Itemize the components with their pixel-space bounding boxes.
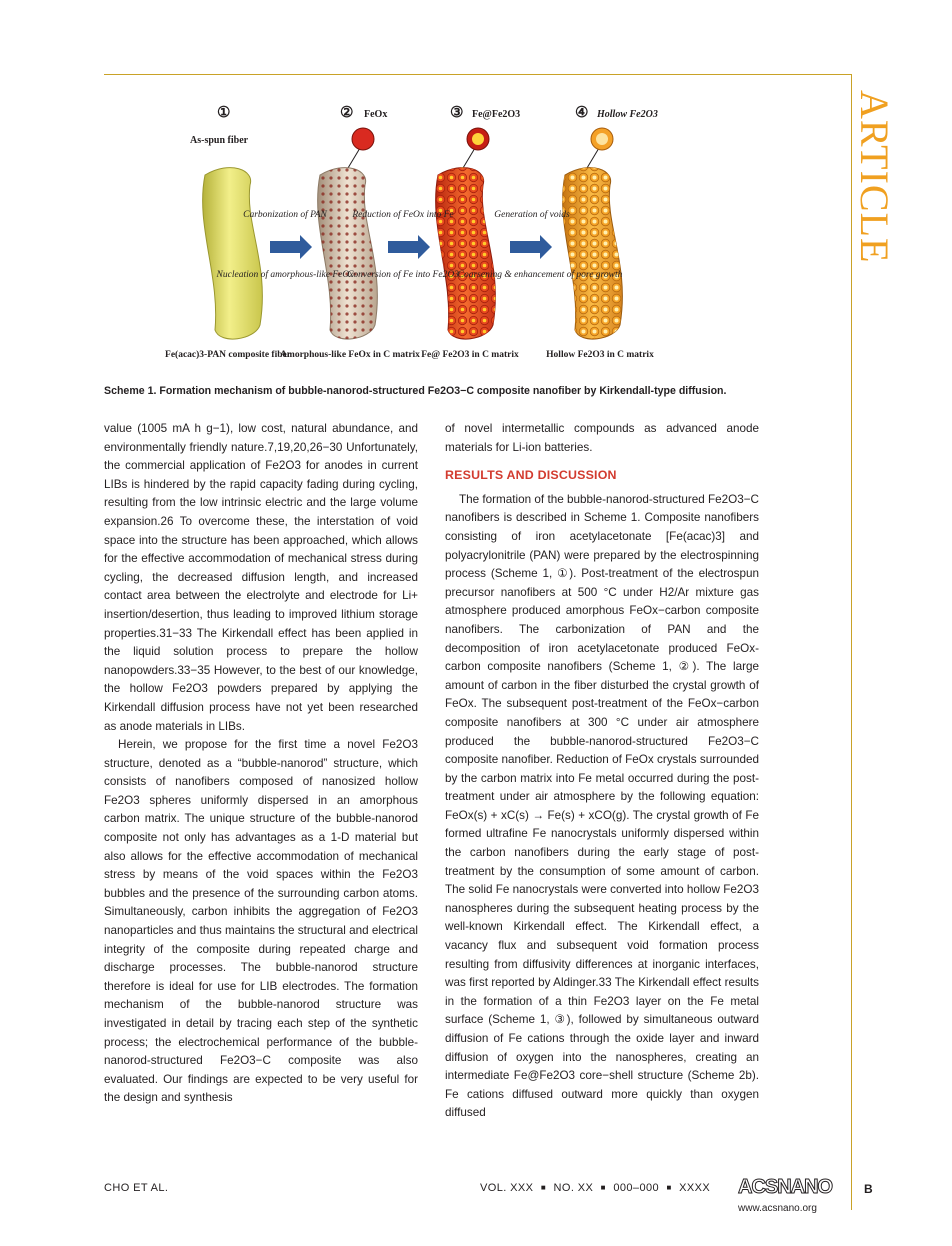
left-paragraph-1: value (1005 mA h g−1), low cost, natural abundance, and environmentally friendly nature.7,19,20,26−30 Unfortunately, the commercial application of Fe2O3 for anodes in current LIBs is hindered by the rapid capacity fading during cycling, resulting from the low intrinsic electric and the large volume expansion.26 To overcome these, the interstation of void space into the structure has been approached, which allows for the effective accommodation of mechanical stress during cycling, the decreased diffusion length, and increased contact area between the electrolyte and electrode for Li+ insertion/desertion, thus leading to improved lithium storage properties.31−33 The Kirkendall effect has been applied in the liquid solution process to prepare the hollow nanopowders.33−35 However, to the best of our knowledge, the hollow Fe2O3 powders prepared by applying the Kirkendall diffusion process have not yet been researched as anode materials in LIBs. (104, 422, 418, 733)
step-title-4: Hollow Fe2O3 (597, 109, 658, 120)
label-3: Fe@ Fe2O3 in C matrix (421, 350, 519, 360)
arrow-top-3: Generation of voids (494, 210, 570, 220)
top-rule (104, 74, 852, 75)
arrow-step-2-3 (388, 235, 430, 259)
label-4: Hollow Fe2O3 in C matrix (546, 350, 654, 360)
left-column (104, 420, 418, 1108)
fe-core-icon (472, 133, 484, 145)
step-title-1: As-spun fiber (190, 135, 249, 146)
arrow-step-3-4 (510, 235, 552, 259)
hollow-particles (563, 168, 623, 339)
void-icon (596, 133, 608, 145)
footer-authors: CHO ET AL. (104, 1182, 169, 1194)
fe-particles (436, 168, 496, 339)
arrow-top-1: Carbonization of PAN (243, 210, 327, 220)
footer-journal (480, 1182, 710, 1194)
right-paragraph-2: The formation of the bubble-nanorod-structured Fe2O3−C nanofibers is described in Scheme 1. Composite nanofibers consisting of iron acetylacetonate [Fe(acac)3] and polyacrylonitrile (PAN) were prepared by the electrospinning process (Scheme 1, ①). Post-treatment of the electrospun precursor nanofibers at 500 °C under H2/Ar mixture gas atmosphere produced amorphous FeOx−carbon composite nanofibers. The carbonization of PAN and the decomposition of iron acetylacetonate produced FeOx-carbon composite nanofibers (Scheme 1, ②). The large amount of carbon in the fiber disturbed the crystal growth of FeOx. The subsequent post-treatment of the FeOx−carbon composite nanofibers at 300 °C under air atmosphere produced the bubble-nanorod-structured Fe2O3−C composite nanofiber. Reduction of FeOx crystals surrounded by the carbon matrix into Fe metal occurred during the post-treatment under air atmosphere by the following equation: FeOx(s) + xC(s) → Fe(s) + xCO(g). The crystal growth of Fe formed ultrafine Fe nanocrystals uniformly dispersed within the carbon nanofibers during the early stage of post-treatment by the consumption of some amount of carbon. The solid Fe nanocrystals were converted into hollow Fe2O3 nanospheres during the subsequent heating process by the well-known Kirkendall effect. The Kirkendall effect, a vacancy flux and subsequent void formation process resulting from diffusivity differences at inorganic interfaces, was first reported by Aldinger.33 The Kirkendall effect results in the formation of a thin Fe2O3 layer on the Fe metal surface (Scheme 1, ③), followed by simultaneous outward diffusion of Fe cations through the oxide layer and inward diffusion of oxygen into the nanospheres, creating an intermediate Fe@Fe2O3 core−shell structure (Scheme 2b). Fe cations diffused outward more quickly than oxygen diffused (445, 492, 759, 1120)
left-paragraph-2: Herein, we propose for the first time a novel Fe2O3 structure, denoted as a “bubble-nanorod” structure, which consists of nanofibers composed of nanosized hollow Fe2O3 spheres uniformly dispersed in an amorphous carbon matrix. The unique structure of the bubble-nanorod composite not only has advantages as a 1-D material but also allows for the effective accommodation of mechanical stress by means of the void spaces within the Fe2O3 bubbles and the presence of the surrounding carbon atoms. Simultaneously, carbon inhibits the aggregation of Fe2O3 nanoparticles and thus maintains the structural and electrical integrity of the composite during repeated charge and discharge processes. The bubble-nanorod structure therefore is ideal for use for LIB electrodes. The formation mechanism of the bubble-nanorod structure was investigated in detail by tracing each step of the synthetic process; the electrochemical performance of the bubble-nanorod-structured Fe2O3−C composite was also evaluated. Our findings are expected to be very useful for the design and synthesis (104, 738, 418, 1105)
footer-url[interactable]: www.acsnano.org (738, 1203, 817, 1214)
arrow-top-2: Reduction of FeOx into Fe (352, 210, 454, 220)
step-number-1: ① (217, 105, 231, 121)
footer-volume: VOL. XXX (480, 1182, 534, 1194)
label-2: Amorphous-like FeOx in C matrix (280, 350, 420, 360)
step-title-3: Fe@Fe2O3 (472, 109, 521, 120)
scheme-figure (160, 95, 760, 370)
article-tag: ARTICLE (852, 90, 897, 264)
page-number: B (864, 1182, 873, 1196)
footer-year: XXXX (679, 1182, 711, 1194)
section-heading: RESULTS AND DISCUSSION (445, 468, 617, 483)
arrow-bottom-2: Conversion of Fe into Fe2O3 (347, 270, 459, 280)
step-title-2: FeOx (364, 109, 388, 120)
arrow-bottom-1: Nucleation of amorphous-like FeOx (216, 270, 354, 280)
feox-nuclei (318, 168, 378, 339)
step-number-4: ④ (575, 105, 589, 121)
footer-pages: 000–000 (613, 1182, 659, 1194)
right-column (445, 420, 759, 1123)
separator-icon: ■ (666, 1183, 672, 1192)
separator-icon: ■ (540, 1183, 547, 1192)
separator-icon: ■ (600, 1183, 606, 1192)
arrow-step-1-2 (270, 235, 312, 259)
step-number-2: ② (340, 105, 354, 121)
right-paragraph-1: of novel intermetallic compounds as advanced anode materials for Li-ion batteries. (445, 422, 759, 454)
as-spun-fiber (203, 168, 263, 339)
footer-number: NO. XX (553, 1182, 594, 1194)
scheme-caption: Scheme 1. Formation mechanism of bubble-nanorod-structured Fe2O3−C composite nanofiber by Kirkendall-type diffusion. (104, 385, 727, 397)
label-1: Fe(acac)3-PAN composite fiber (165, 350, 291, 360)
arrow-bottom-3: Coarsening & enhancement of pore growth (457, 270, 623, 280)
feox-sphere-icon (352, 128, 374, 150)
acsnano-logo: ACSNANO (738, 1176, 833, 1198)
step-number-3: ③ (450, 105, 464, 121)
